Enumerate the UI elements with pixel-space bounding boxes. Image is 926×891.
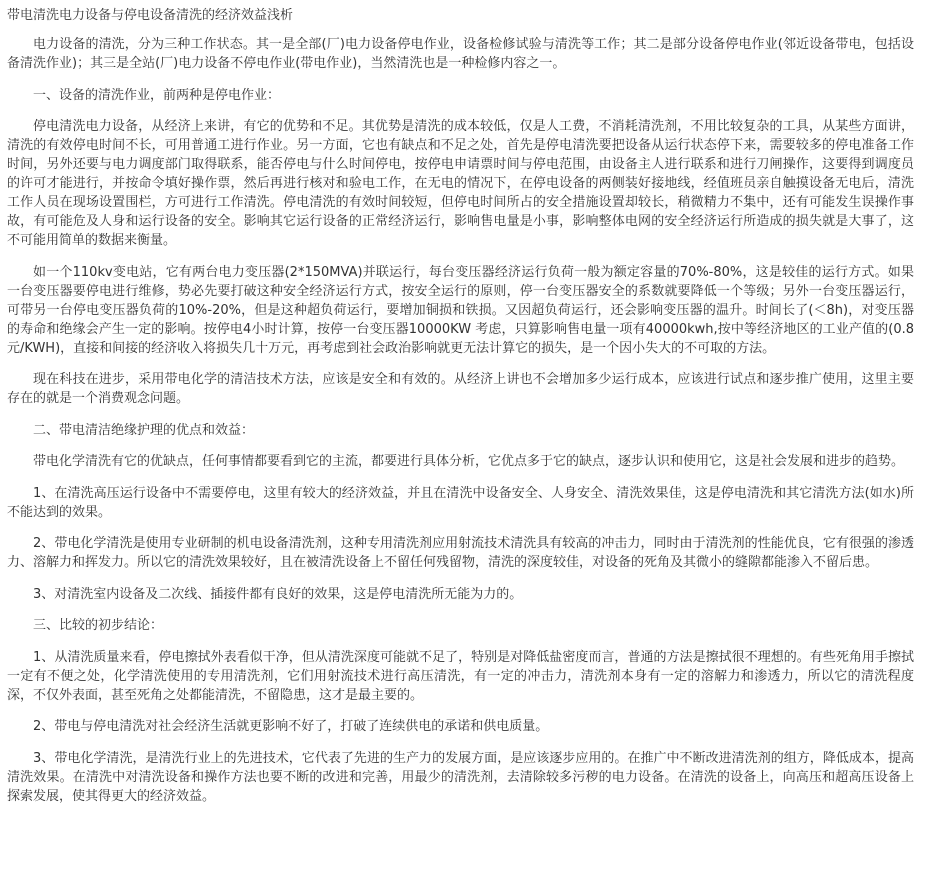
paragraph: 停电清洗电力设备，从经济上来讲，有它的优势和不足。其优势是清洗的成本较低，仅是人工费，不消耗清洗剂，不用比较复杂的工具，从某些方面讲，清洗的有效停电时间不长，可用普通工进行作业。另一方面，它也有缺点和不足之处，首先是停电清洗要把设备从运行状态停下来，需要较多的停电准备工作时间，另外还要与电力调度部门取得联系，能否停电与什么时间停电，按停电申请票时间与停电范围，由设备主人进行联系和进行刀闸操作，这要得到调度员的许可才能进行，并按命令填好操作票，然后再进行核对和验电工作，在无电的情况下，在停电设备的两侧装好接地线，经值班员亲自触摸设备无电后，清洗工作人员在现场设置围栏，方可进行工作清洗。停电清洗的有效时间较短，但停电时间所占的安全措施设置却较长，稍微精力不集中，还有可能发生误操作事故，有可能危及人身和运行设备的安全。影响其它运行设备的正常经济运行，影响售电量是小事，影响整体电网的安全经济运行所造成的损失就是大事了，这不可能用简单的数据来衡量。 — [7, 119, 914, 248]
paragraph: 如一个110kv变电站，它有两台电力变压器(2*150MVA)并联运行，每台变压器经济运行负荷一般为额定容量的70%-80%，这是较佳的运行方式。如果一台变压器要停电进行维修，势必先要打破这种安全经济运行方式，按安全运行的原则，停一台变压器安全的系数就要降低一个等级；另外一台变压器运行，可带另一台停电变压器负荷的10%-20%，但是这种超负荷运行，要增加铜损和铁损。又因超负荷运行，还会影响变压器的温升。时间长了(＜8h)，对变压器的寿命和绝缘会产生一定的影响。按停电4小时计算，按停一台变压器10000KW 考虑，只算影响售电量一项有40000kwh,按中等经济地区的工业产值的(0.8元/KWH)，直接和间接的经济收入将损失几十万元，再考虑到社会政治影响就更无法计算它的损失，是一个因小失大的不可取的方法。 — [7, 264, 914, 356]
article-title: 带电清洗电力设备与停电设备清洗的经济效益浅析 — [7, 8, 294, 23]
paragraph: 现在科技在进步，采用带电化学的清洁技术方法，应该是安全和有效的。从经济上讲也不会增加多少运行成本，应该进行试点和逐步推广使用，这里主要存在的就是一个消费观念问题。 — [7, 372, 914, 406]
list-item: 1、在清洗高压运行设备中不需要停电，这里有较大的经济效益，并且在清洗中设备安全、人身安全、清洗效果佳，这是停电清洗和其它清洗方法(如水)所不能达到的效果。 — [7, 485, 914, 520]
list-item: 2、带电化学清洗是使用专业研制的机电设备清洗剂，这种专用清洗剂应用射流技术清洗具有较高的冲击力，同时由于清洗剂的性能优良，它有很强的渗透力、溶解力和挥发力。所以它的清洗效果较好，且在被清洗设备上不留任何残留物，清洗的深度较佳，对设备的死角及其微小的缝隙都能渗入不留后患。 — [7, 536, 914, 570]
list-item: 3、带电化学清洗，是清洗行业上的先进技术，它代表了先进的生产力的发展方面，是应该逐步应用的。在推广中不断改进清洗剂的组方，降低成本，提高清洗效果。在清洗中对清洗设备和操作方法也要不断的改进和完善，用最少的清洗剂，去清除较多污秽的电力设备。在清洗的设备上，向高压和超高压设备上探索发展，使其得更大的经济效益。 — [7, 750, 914, 804]
list-item: 1、从清洗质量来看，停电擦拭外表看似干净，但从清洗深度可能就不足了，特别是对降低盐密度而言，普通的方法是擦拭很不理想的。有些死角用手擦拭一定有不便之处，化学清洗使用的专用清洗剂，它们用射流技术进行高压清洗，有一定的冲击力，清洗剂本身有一定的溶解力和渗透力，所以它的清洗程度深，不仅外表面，甚至死角之处都能清洗，不留隐患，这才是最主要的。 — [7, 649, 914, 703]
section-heading-3: 三、比较的初步结论： — [33, 618, 164, 633]
list-item: 3、对清洗室内设备及二次线、插接件都有良好的效果，这是停电清洗所无能为力的。 — [33, 586, 523, 602]
section-heading-2: 二、带电清洁绝缘护理的优点和效益： — [33, 422, 255, 438]
list-item: 2、带电与停电清洗对社会经济生活就更影响不好了，打破了连续供电的承诺和供电质量。 — [33, 719, 549, 734]
paragraph: 带电化学清洗有它的优缺点，任何事情都要看到它的主流，都要进行具体分析，它优点多于它的缺点，逐步认识和使用它，这是社会发展和进步的趋势。 — [33, 454, 905, 469]
paragraph-intro: 电力设备的清洗，分为三种工作状态。其一是全部(厂)电力设备停电作业，设备检修试验与清洗等工作；其二是部分设备停电作业(邻近设备带电，包括设备清洗作业)；其三是全站(厂)电力设备不停电作业(带电作业)，当然清洗也是一种检修内容之一。 — [7, 37, 914, 71]
section-heading-1: 一、设备的清洗作业，前两种是停电作业： — [33, 87, 281, 103]
